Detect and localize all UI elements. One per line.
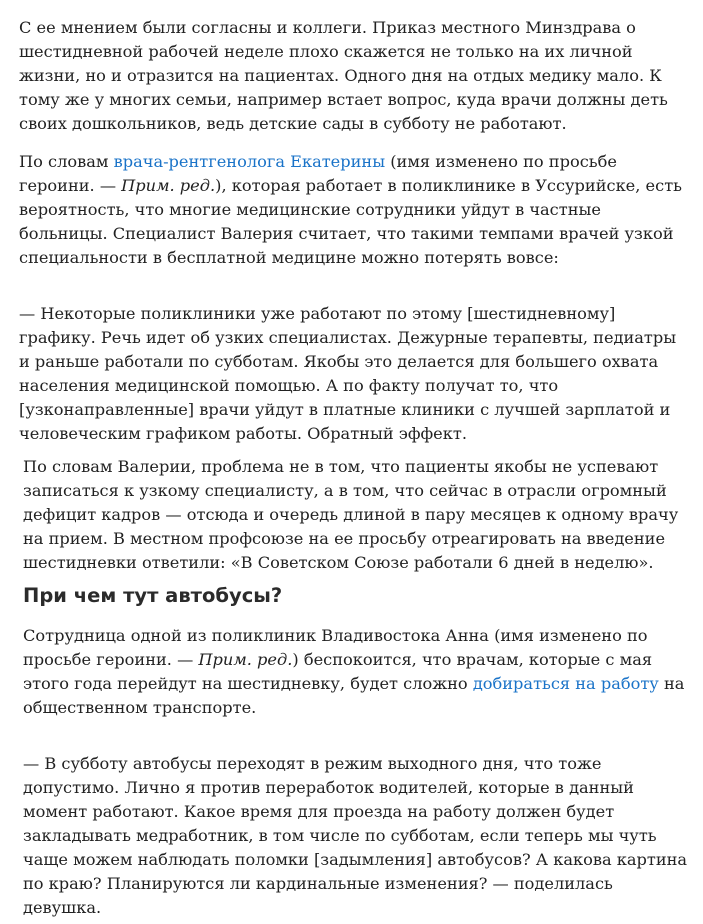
paragraph-text: По словам — [19, 152, 114, 171]
paragraph-anna-quote: — В субботу автобусы переходят в режим выходного дня, что тоже допустимо. Лично я против переработок водителей, которые в данный момент работают. Какое время для проезда на работу должен будет закладывать медработник, в том числе по субботам, если теперь мы чуть чаще можем наблюдать поломки [задымления] автобусов? А какова картина по краю? Планируются ли кардинальные изменения? — поделилась девушка. — [23, 754, 688, 917]
paragraph-valeria-quote: — Некоторые поликлиники уже работают по этому [шестидневному] графику. Речь идет об узких специалистах. Дежурные терапевты, педиатры и раньше работали по субботам. Якобы это делается для большего охвата населения медицинской помощью. А по факту получат то, что [узконаправленные] врачи уйдут в платные клиники с лучшей зарплатой и человеческим графиком работы. Обратный эффект. — [19, 304, 677, 443]
commute-link[interactable]: добираться на работу — [472, 674, 659, 693]
paragraph-staff-shortage: По словам Валерии, проблема не в том, что пациенты якобы не успевают записаться к узкому специалисту, а в том, что сейчас в отрасли огромный дефицит кадров — отсюда и очередь длиной в пару месяцев к одному врачу на прием. В местном профсоюзе на ее просьбу отреагировать на введение шестидневки ответили: «В Советском Союзе работали 6 дней в неделю». — [23, 457, 679, 572]
editor-note: Прим. ред. — [121, 176, 216, 195]
paragraph-colleagues-agree: С ее мнением были согласны и коллеги. Приказ местного Минздрава о шестидневной рабочей неделе плохо скажется не только на их личной жизни, но и отразится на пациентах. Одного дня на отдых медику мало. К тому же у многих семьи, например встает вопрос, куда врачи должны деть своих дошкольников, ведь детские сады в субботу не работают. — [19, 18, 668, 133]
section-heading-buses: При чем тут автобусы? — [23, 584, 283, 607]
paragraph-text: ) беспокоится, что врачам, которые с мая этого года перейдут на шестидневку, будет сложно — [23, 650, 653, 693]
editor-note: Прим. ред. — [198, 650, 293, 669]
paragraph-text: (имя изменено по просьбе героини. — — [19, 152, 617, 195]
paragraph-radiologist-opinion — [19, 150, 691, 270]
paragraph-anna-concern — [23, 624, 695, 720]
paragraph-text: ), которая работает в поликлинике в Уссурийске, есть вероятность, что многие медицинские сотрудники уйдут в частные больницы. Специалист Валерия считает, что такими темпами врачей узкой специальности в бесплатной медицине можно потерять вовсе: — [19, 176, 682, 267]
radiologist-link[interactable]: врача-рентгенолога Екатерины — [113, 152, 386, 171]
paragraph-text: Сотрудница одной из поликлиник Владивостока Анна (имя изменено по просьбе героини. — — [23, 626, 648, 669]
paragraph-text: на общественном транспорте. — [23, 674, 685, 717]
